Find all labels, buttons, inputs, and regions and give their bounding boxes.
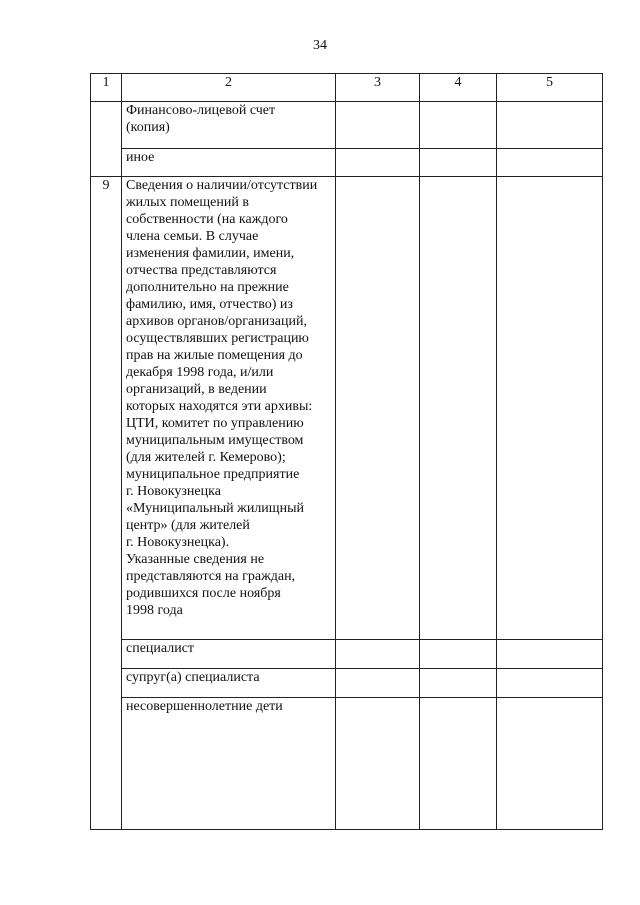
text-line: Сведения о наличии/отсутствии — [126, 178, 318, 193]
empty-cell — [497, 669, 603, 698]
financial-account-cell: Финансово-лицевой счет (копия) — [122, 102, 336, 149]
header-col-3: 3 — [336, 74, 420, 102]
spouse-cell: супруг(а) специалиста — [122, 669, 336, 698]
text-line: жилых помещений в — [126, 195, 249, 210]
empty-cell — [420, 177, 497, 640]
empty-cell — [497, 640, 603, 669]
empty-cell — [336, 669, 420, 698]
text-line: члена семьи. В случае — [126, 229, 259, 244]
text-line: г. Новокузнецка). — [126, 535, 230, 550]
text-line: прав на жилые помещения до — [126, 348, 303, 363]
text-line: г. Новокузнецка — [126, 484, 221, 499]
text-line: собственности (на каждого — [126, 212, 288, 227]
empty-cell — [497, 102, 603, 149]
table-row — [91, 149, 603, 177]
row-number-9: 9 — [91, 177, 122, 830]
text-line: дополнительно на прежние — [126, 280, 289, 295]
text-line: представляются на граждан, — [126, 569, 296, 584]
page-number: 34 — [313, 38, 327, 53]
text-line: «Муниципальный жилищный — [126, 501, 304, 516]
table-header-row — [91, 74, 603, 102]
specialist-cell: специалист — [122, 640, 336, 669]
empty-cell — [420, 640, 497, 669]
other-cell: иное — [122, 149, 336, 177]
empty-cell — [336, 640, 420, 669]
empty-cell — [336, 177, 420, 640]
text-line: центр» (для жителей — [126, 518, 250, 533]
ownership-info-cell — [122, 177, 336, 640]
table-row — [91, 177, 603, 640]
text-line: 1998 года — [126, 603, 183, 618]
empty-cell — [336, 149, 420, 177]
empty-cell — [420, 669, 497, 698]
table-row — [91, 669, 603, 698]
table-row — [91, 102, 603, 149]
text-line: архивов органов/организаций, — [126, 314, 307, 329]
empty-cell — [497, 698, 603, 830]
empty-cell — [497, 177, 603, 640]
header-col-1: 1 — [91, 74, 122, 102]
text-line: организаций, в ведении — [126, 382, 267, 397]
header-col-4: 4 — [420, 74, 497, 102]
empty-cell — [497, 149, 603, 177]
empty-cell — [336, 102, 420, 149]
empty-cell — [420, 698, 497, 830]
text-line: муниципальное предприятие — [126, 467, 300, 482]
text-line: фамилию, имя, отчество) из — [126, 297, 293, 312]
document-table — [90, 73, 603, 830]
text-line: муниципальным имуществом — [126, 433, 304, 448]
text-line: которых находятся эти архивы: — [126, 399, 313, 414]
empty-cell — [336, 698, 420, 830]
table-row — [91, 640, 603, 669]
header-col-5: 5 — [497, 74, 603, 102]
text-line: изменения фамилии, имени, — [126, 246, 295, 261]
text-line: (для жителей г. Кемерово); — [126, 450, 286, 465]
text-line: осуществлявших регистрацию — [126, 331, 309, 346]
text-line: декабря 1998 года, и/или — [126, 365, 274, 380]
empty-cell — [420, 102, 497, 149]
table-row — [91, 698, 603, 830]
text-line: ЦТИ, комитет по управлению — [126, 416, 304, 431]
text-line: родившихся после ноября — [126, 586, 281, 601]
minor-children-cell: несовершеннолетние дети — [122, 698, 336, 830]
row-number-empty — [91, 102, 122, 177]
text-line: Указанные сведения не — [126, 552, 265, 567]
header-col-2: 2 — [122, 74, 336, 102]
text-line: отчества представляются — [126, 263, 277, 278]
empty-cell — [420, 149, 497, 177]
